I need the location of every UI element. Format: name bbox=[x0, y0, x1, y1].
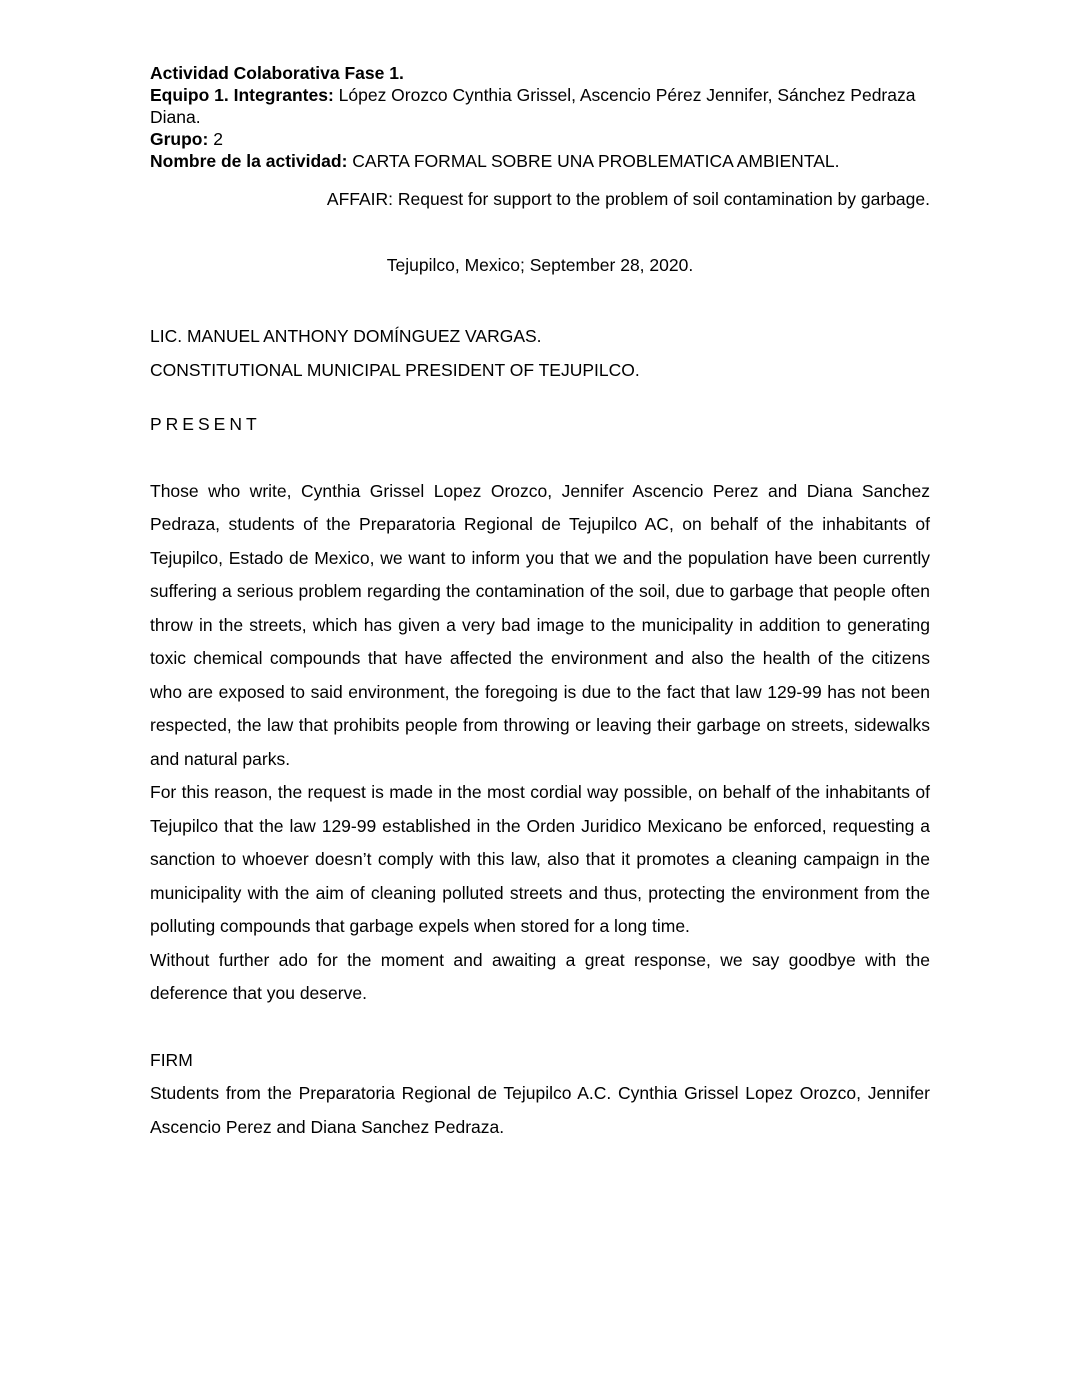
signature-text: Students from the Preparatoria Regional de Tejupilco A.C. Cynthia Grissel Lopez Orozco, Jennifer Ascencio Perez and Diana Sanchez Pedraza. bbox=[150, 1083, 930, 1137]
present-salutation: PRESENT bbox=[150, 414, 261, 434]
activity-title-line bbox=[150, 62, 930, 84]
body-paragraph-1: Those who write, Cynthia Grissel Lopez Orozco, Jennifer Ascencio Perez and Diana Sanchez Pedraza, students of the Preparatoria Regional de Tejupilco AC, on behalf of the inhabitants of Tejupilco, Estado de Mexico, we want to inform you that we and the population have been currently suffering a serious problem regarding the contamination of the soil, due to garbage that people often throw in the streets, which has given a very bad image to the municipality in addition to generating toxic chemical compounds that have affected the environment and also the health of the citizens who are exposed to said environment, the foregoing is due to the fact that law 129-99 has not been respected, the law that prohibits people from throwing or leaving their garbage on streets, sidewalks and natural parks. bbox=[150, 480, 930, 769]
date-line: Tejupilco, Mexico; September 28, 2020. bbox=[386, 255, 694, 275]
activity-name-line bbox=[150, 150, 930, 172]
activity-name-label: Nombre de la actividad: bbox=[150, 151, 348, 171]
recipient-title: CONSTITUTIONAL MUNICIPAL PRESIDENT OF TEJUPILCO. bbox=[150, 359, 640, 380]
body-paragraph-3: Without further ado for the moment and awaiting a great response, we say goodbye with the deference that you deserve. bbox=[150, 949, 930, 1003]
activity-name-value: CARTA FORMAL SOBRE UNA PROBLEMATICA AMBIENTAL. bbox=[347, 151, 840, 171]
team-label: Equipo 1. Integrantes: bbox=[150, 85, 334, 105]
letter-body bbox=[150, 475, 930, 1011]
recipient-name: LIC. MANUEL ANTHONY DOMÍNGUEZ VARGAS. bbox=[150, 326, 542, 346]
group-value: 2 bbox=[208, 129, 223, 149]
activity-title: Actividad Colaborativa Fase 1. bbox=[150, 63, 404, 83]
team-members: López Orozco Cynthia Grissel, Ascencio Pérez Jennifer, Sánchez Pedraza Diana. bbox=[150, 85, 916, 127]
firm-label: FIRM bbox=[150, 1049, 193, 1070]
body-paragraph-2: For this reason, the request is made in the most cordial way possible, on behalf of the inhabitants of Tejupilco that the law 129-99 established in the Orden Juridico Mexicano be enforced, requesting a sanction to whoever doesn’t comply with this law, also that it promotes a cleaning campaign in the municipality with the aim of cleaning polluted streets and thus, protecting the environment from the polluting compounds that garbage expels when stored for a long time. bbox=[150, 782, 930, 936]
recipient-block bbox=[150, 320, 930, 387]
activity-header bbox=[150, 62, 930, 172]
affair-line: AFFAIR: Request for support to the problem of soil contamination by garbage. bbox=[326, 189, 930, 209]
group-label: Grupo: bbox=[150, 129, 209, 149]
team-members-line bbox=[150, 84, 930, 128]
group-line bbox=[150, 128, 930, 150]
letter-page bbox=[150, 62, 930, 1144]
